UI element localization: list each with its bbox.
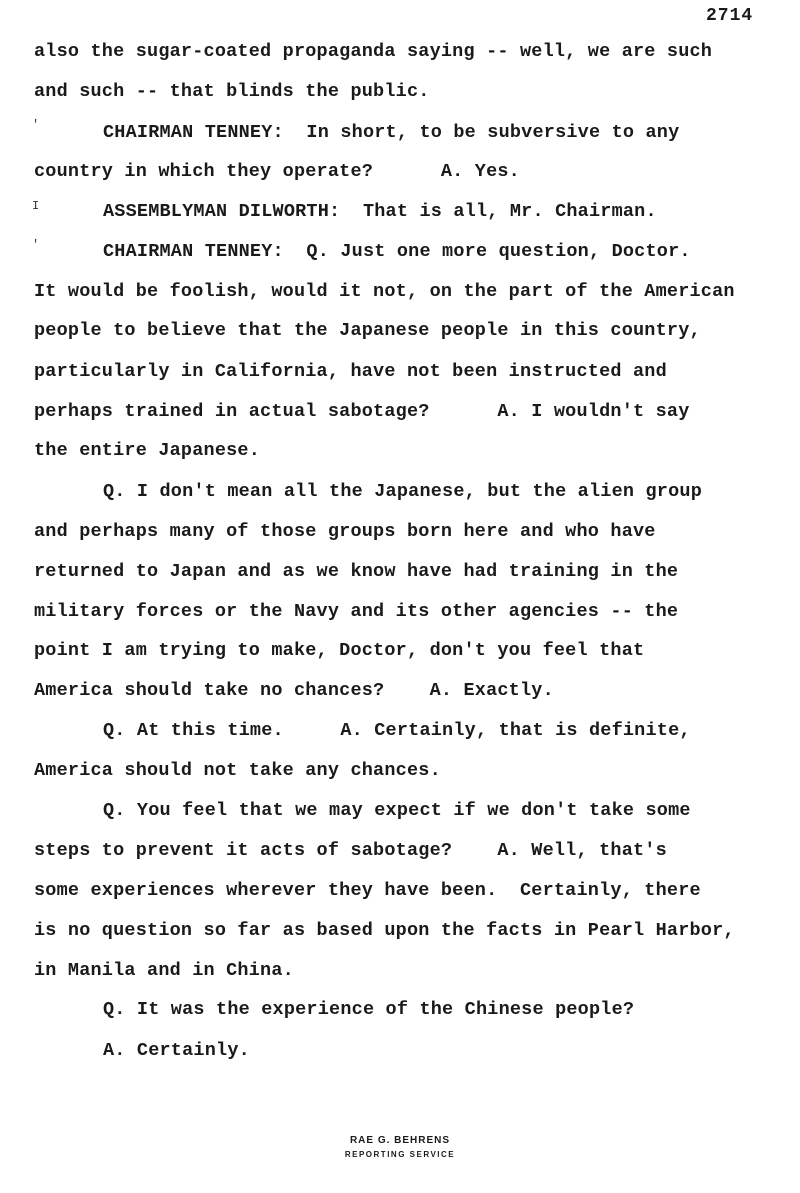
reporting-service: REPORTING SERVICE [344, 1150, 456, 1159]
transcript-line: people to believe that the Japanese people in this country, [34, 320, 701, 341]
transcript-line: America should not take any chances. [34, 760, 441, 781]
transcript-line: in Manila and in China. [34, 960, 294, 981]
margin-mark: ' [32, 118, 40, 132]
transcript-line: some experiences wherever they have been. Certainly, there [34, 880, 701, 901]
transcript-line: point I am trying to make, Doctor, don't you feel that [34, 640, 645, 661]
transcript-line: Q. At this time. A. Certainly, that is definite, [103, 720, 691, 741]
transcript-line: CHAIRMAN TENNEY: In short, to be subversive to any [103, 122, 680, 143]
transcript-line: particularly in California, have not been instructed and [34, 361, 667, 382]
transcript-line: also the sugar-coated propaganda saying -- well, we are such [34, 41, 713, 62]
transcript-line: America should take no chances? A. Exactly. [34, 680, 554, 701]
page-number: 2714 [706, 6, 754, 26]
transcript-line: perhaps trained in actual sabotage? A. I wouldn't say [34, 401, 690, 422]
transcript-line: military forces or the Navy and its other agencies -- the [34, 601, 679, 622]
transcript-line: returned to Japan and as we know have had training in the [34, 561, 679, 582]
transcript-line: It would be foolish, would it not, on the part of the American [34, 281, 735, 302]
reporter-name: RAE G. BEHRENS [349, 1135, 451, 1146]
transcript-line: country in which they operate? A. Yes. [34, 161, 520, 182]
transcript-line: steps to prevent it acts of sabotage? A. Well, that's [34, 840, 667, 861]
margin-mark: ' [32, 238, 40, 252]
transcript-line: Q. It was the experience of the Chinese people? [103, 999, 635, 1020]
transcript-line: and such -- that blinds the public. [34, 81, 430, 102]
transcript-line: A. Certainly. [103, 1040, 250, 1061]
transcript-line: Q. You feel that we may expect if we don't take some [103, 800, 691, 821]
transcript-line: Q. I don't mean all the Japanese, but the alien group [103, 481, 702, 502]
transcript-line: the entire Japanese. [34, 440, 261, 461]
transcript-line: and perhaps many of those groups born here and who have [34, 521, 656, 542]
transcript-line: CHAIRMAN TENNEY: Q. Just one more question, Doctor. [103, 241, 691, 262]
transcript-line: ASSEMBLYMAN DILWORTH: That is all, Mr. Chairman. [103, 201, 657, 222]
margin-mark: I [32, 199, 40, 213]
transcript-line: is no question so far as based upon the facts in Pearl Harbor, [34, 920, 735, 941]
